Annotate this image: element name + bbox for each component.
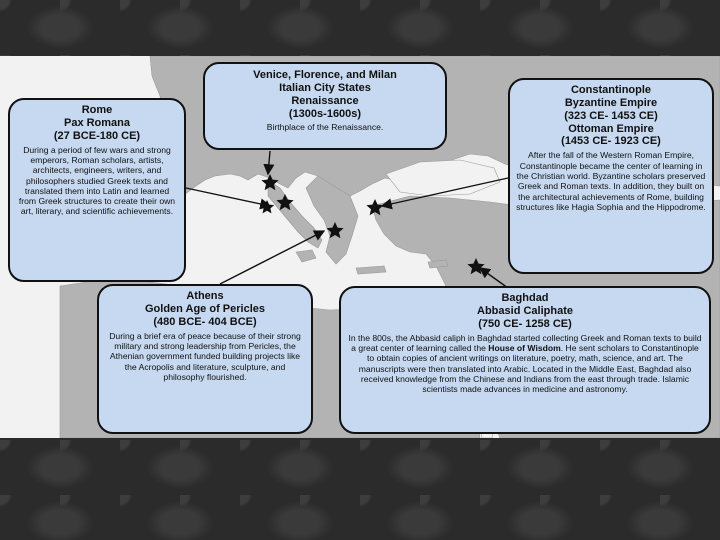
const-title-4: Ottoman Empire [568,122,654,135]
const-title-3: (323 CE- 1453 CE) [564,109,658,122]
house-of-wisdom: House of Wisdom [488,342,561,353]
venice-title-1: Venice, Florence, and Milan [253,69,397,81]
rome-title-1: Rome [81,104,113,116]
venice-body: Birthplace of the Renaissance. [266,122,384,133]
const-title-1: Constantinople [570,84,652,96]
venice-callout [203,62,447,150]
crete-land [356,266,386,274]
athens-callout [97,284,313,434]
baghdad-body-after: . He sent scholars to Constantinople to obtain copies of ancient writings on literature, poetry, math, science, and art. The manuscripts were then translated into Arabic. Located in the Middle East, Baghdad also received knowledge from the Chinese and Indians from the east through trade. Islamic scientists made advances in medicine and astronomy. [358,342,699,395]
rome-title-3: (27 BCE-180 CE) [53,129,141,142]
rome-title-2: Pax Romana [63,116,131,129]
athens-title-3: (480 BCE- 404 BCE) [153,315,257,328]
rome-callout [8,98,186,282]
baghdad-title-1: Baghdad [501,292,549,304]
venice-title-2: Italian City States [279,81,371,94]
venice-title-3: Renaissance [291,94,359,107]
athens-title-2: Golden Age of Pericles [144,302,265,315]
baghdad-body [347,333,703,395]
athens-body: During a brief era of peace because of their strong military and strong leadership from Pericles, the Athenian government funded building projects like the Acropolis and literature, sculpture, and philosophy flourished. [109,330,301,382]
constantinople-body: After the fall of the Western Roman Empire, Constantinople became the center of learning in the Christian world. Byzantine scholars preserved Greek and Roman texts. In addition, they built on the architectural achievements of Rome, building structures like Hagia Sophia and the Hippodrome. [516,150,706,212]
venice-title-4: (1300s-1600s) [288,107,362,120]
baghdad-callout [339,286,711,434]
baghdad-title-2: Abbasid Caliphate [477,304,573,317]
baghdad-body-before: In the 800s, the Abbasid caliph in Baghdad started collecting Greek and Roman texts to build a great center of learning called the [348,332,702,353]
constantinople-callout [508,78,714,274]
athens-title-1: Athens [186,290,224,302]
rome-body: During a period of few wars and strong emperors, Roman scholars, artists, architects, engineers, writers, and philosophers studied Greek texts and translated them into Latin and learned from Greek structures to create their own art, literary, and scientific achievements. [18,144,176,217]
slide [0,56,720,438]
baghdad-title-3: (750 CE- 1258 CE) [478,317,572,330]
const-title-2: Byzantine Empire [564,96,658,109]
sicily-land [296,250,316,262]
const-title-5: (1453 CE- 1923 CE) [561,135,661,148]
